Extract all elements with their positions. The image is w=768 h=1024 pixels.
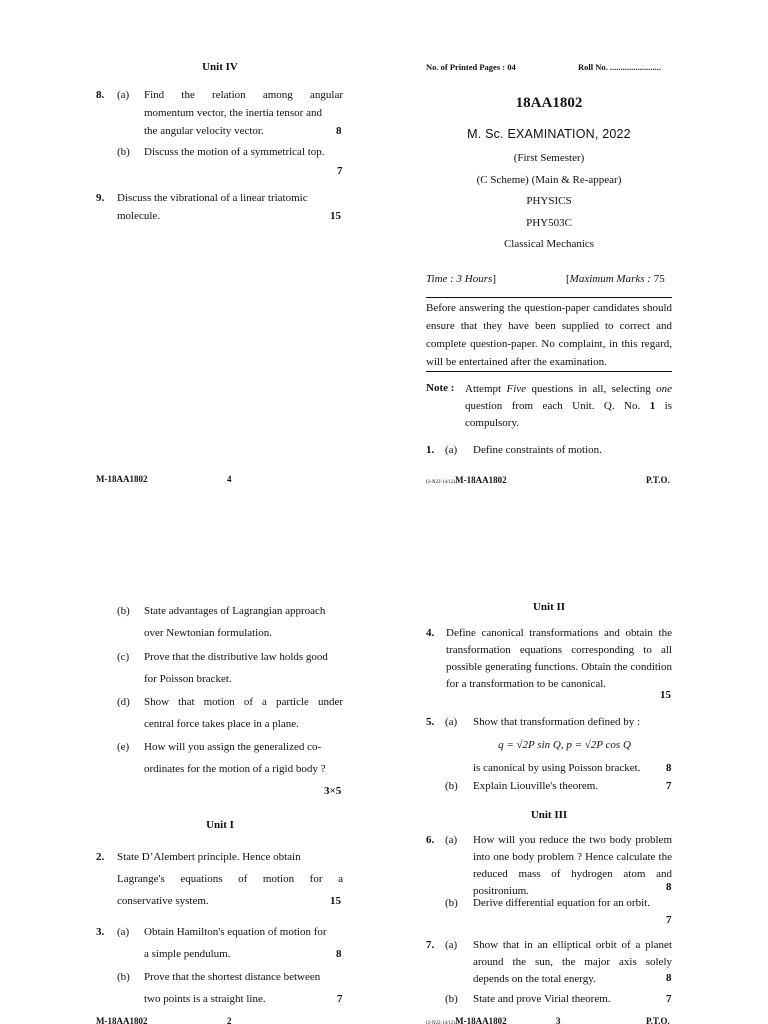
unit-iv-heading: Unit IV <box>202 61 238 73</box>
q4-text: Define canonical transformations and obtain the transformation equations corresponding to all possible generating functions. Obtain the condition for a transformation to be canonical. <box>446 627 672 690</box>
q1c-label: (c) <box>117 651 130 663</box>
q7a-label: (a) <box>445 939 458 951</box>
q1b-line-2: over Newtonian formulation. <box>144 627 272 639</box>
q1c-line-1: Prove that the distributive law holds good <box>144 651 328 663</box>
maximum-marks: [Maximum Marks : 75 <box>566 273 665 285</box>
q1e-line-1: How will you assign the generalized co- <box>144 741 322 753</box>
q1d-label: (d) <box>117 696 130 708</box>
q1b-label: (b) <box>117 605 130 617</box>
page-2-footer-code: M-18AA1802 <box>96 1016 148 1024</box>
q3a-line-2: a simple pendulum. <box>144 948 231 960</box>
page-3-footer: (2-N22-14/12)M-18AA1802 <box>426 1016 507 1024</box>
unit-iii-heading: Unit III <box>530 809 568 821</box>
q6b-text: Derive differential equation for an orbit. <box>473 897 650 909</box>
q5a-line-1: Show that transformation defined by : <box>473 716 641 728</box>
q9-marks: 15 <box>330 210 341 222</box>
q9-number: 9. <box>96 192 105 204</box>
q1a-text: Define constraints of motion. <box>473 444 602 456</box>
q9-line-1: Discuss the vibrational of a linear triatomic <box>117 192 308 204</box>
q4-number: 4. <box>426 627 435 639</box>
q5a-marks: 8 <box>666 762 672 774</box>
q9-line-2: molecule. <box>117 210 161 222</box>
page-3-footer-number: 3 <box>556 1016 561 1024</box>
q6b-marks: 7 <box>666 914 672 926</box>
note-text: Attempt Five questions in all, selecting one question from each Unit. Q. No. 1 is compulsory. <box>465 383 673 429</box>
q1c-line-2: for Poisson bracket. <box>144 673 232 685</box>
q1b-line-1: State advantages of Lagrangian approach <box>144 605 326 617</box>
q1d-line-1: Show that motion of a particle under <box>144 696 343 708</box>
q3b-line-2: two points is a straight line. <box>144 993 266 1005</box>
q7b-text: State and prove Virial theorem. <box>473 993 611 1005</box>
q1e-line-2: ordinates for the motion of a rigid body ? <box>144 763 326 775</box>
q7-number: 7. <box>426 939 435 951</box>
q8a-line-1: Find the relation among angular <box>144 89 343 101</box>
q5-number: 5. <box>426 716 435 728</box>
q7b-label: (b) <box>445 993 458 1005</box>
instructions: Before answering the question-paper candidates should ensure that they have been supplied to correct and complete question-paper. No complaint, in this regard, will be entertained after the examination. <box>426 302 672 368</box>
q3a-label: (a) <box>117 926 130 938</box>
q5a-label: (a) <box>445 716 458 728</box>
q2-line-3: conservative system. <box>117 895 209 907</box>
semester: (First Semester) <box>513 152 585 164</box>
q5a-line-2: is canonical by using Poisson bracket. <box>473 762 641 774</box>
q7a-text: Show that in an elliptical orbit of a planet around the sun, the major axis solely depends on the total energy. <box>473 939 672 985</box>
page-1-footer: (2-N22-14/12)M-18AA1802 <box>426 475 507 485</box>
q5b-label: (b) <box>445 780 458 792</box>
q3-number: 3. <box>96 926 105 938</box>
q2-line-2: Lagrange's equations of motion for a <box>117 873 343 885</box>
roll-number: Roll No. ........................ <box>578 62 661 72</box>
q8b-text: Discuss the motion of a symmetrical top. <box>144 146 325 158</box>
course-name: Classical Mechanics <box>503 238 595 250</box>
q1a-label: (a) <box>445 444 458 456</box>
q5a-equation: q = √2P sin Q, p = √2P cos Q <box>498 739 631 751</box>
q1-marks: 3×5 <box>324 785 342 797</box>
unit-ii-heading: Unit II <box>532 601 566 613</box>
note-label: Note : <box>426 382 455 394</box>
q8a-line-2: momentum vector, the inertia tensor and <box>144 107 322 119</box>
time-allowed: Time : 3 Hours] <box>426 273 496 285</box>
page-4-footer-number: 4 <box>227 474 232 484</box>
q6a-marks: 8 <box>666 881 672 893</box>
q1e-label: (e) <box>117 741 130 753</box>
q3a-line-1: Obtain Hamilton's equation of motion for <box>144 926 327 938</box>
scheme: (C Scheme) (Main & Re-appear) <box>476 174 622 186</box>
q2-number: 2. <box>96 851 105 863</box>
subject: PHYSICS <box>526 195 572 207</box>
q1d-line-2: central force takes place in a plane. <box>144 718 299 730</box>
q3a-marks: 8 <box>336 948 342 960</box>
course-code: PHY503C <box>526 217 572 229</box>
q7b-marks: 7 <box>666 993 672 1005</box>
q5b-marks: 7 <box>666 780 672 792</box>
page-3-footer-pto: P.T.O. <box>646 1016 670 1024</box>
q3b-line-1: Prove that the shortest distance between <box>144 971 321 983</box>
page-4-footer-code: M-18AA1802 <box>96 474 148 484</box>
q2-marks: 15 <box>330 895 341 907</box>
page-2-footer-number: 2 <box>227 1016 232 1024</box>
q5b-text: Explain Liouville's theorem. <box>473 780 599 792</box>
exam-title: M. Sc. EXAMINATION, 2022 <box>467 127 631 141</box>
printed-pages: No. of Printed Pages : 04 <box>426 62 516 72</box>
q3b-marks: 7 <box>337 993 343 1005</box>
q7a-marks: 8 <box>666 972 672 984</box>
q2-line-1: State D’Alembert principle. Hence obtain <box>117 851 301 863</box>
q6a-text: How will you reduce the two body problem into one body problem ? Hence calculate the reduced mass of hydrogen atom and positronium. <box>473 834 672 897</box>
q6b-label: (b) <box>445 897 458 909</box>
q1-number: 1. <box>426 444 435 456</box>
q8b-label: (b) <box>117 146 130 158</box>
q6a-label: (a) <box>445 834 458 846</box>
q8a-line-3: the angular velocity vector. <box>144 125 264 137</box>
q6-number: 6. <box>426 834 435 846</box>
instructions-top-rule <box>426 297 672 298</box>
page-1-footer-pto: P.T.O. <box>646 475 670 485</box>
q8a-marks: 8 <box>336 125 342 137</box>
unit-i-heading: Unit I <box>206 819 234 831</box>
instructions-bottom-rule <box>426 371 672 372</box>
q8a-label: (a) <box>117 89 130 101</box>
q3b-label: (b) <box>117 971 130 983</box>
paper-code: 18AA1802 <box>515 95 583 111</box>
q8b-marks: 7 <box>337 165 343 177</box>
q4-marks: 15 <box>660 689 671 701</box>
q8-number: 8. <box>96 89 105 101</box>
